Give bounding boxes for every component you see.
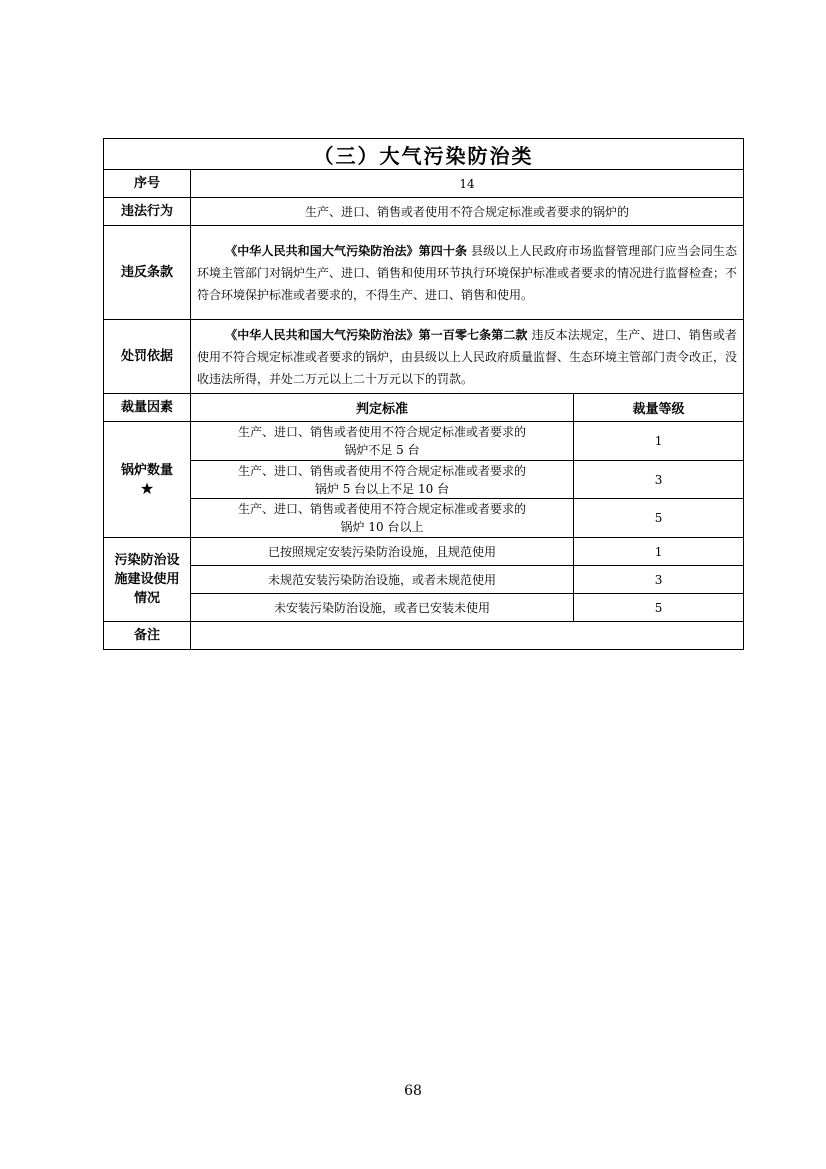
criteria-line: 锅炉 5 台以上不足 10 台 [314, 481, 450, 496]
criteria-header: 判定标准 [191, 394, 574, 422]
penalty-basis-law-ref: 《中华人民共和国大气污染防治法》第一百零七条第二款 [225, 327, 528, 342]
level-cell: 1 [574, 538, 744, 566]
factor-name-line: 污染防治设 [114, 553, 180, 568]
level-cell: 5 [574, 499, 744, 538]
criteria-line: 生产、进口、销售或者使用不符合规定标准或者要求的 [237, 502, 526, 516]
penalty-basis-content [191, 320, 744, 394]
star-icon: ★ [139, 479, 155, 498]
factor-name-line: 情况 [133, 591, 160, 606]
penalty-basis-text: 违反本法规定，生产、进口、销售或者使用不符合规定标准或者要求的锅炉，由县级以上人民政府质量监督、生态环境主管部门责令改正，没收违法所得，并处二万元以上二十万元以下的罚款。 [197, 327, 738, 386]
remarks-label: 备注 [104, 622, 191, 650]
criteria-cell [191, 499, 574, 538]
penalty-basis-label: 处罚依据 [104, 320, 191, 394]
factor-boiler-count-name: 锅炉数量 [120, 463, 173, 478]
level-cell: 5 [574, 594, 744, 622]
factor-header: 裁量因素 [104, 394, 191, 422]
violated-clause-content [191, 226, 744, 320]
violated-clause-law-ref: 《中华人民共和国大气污染防治法》第四十条 [225, 243, 468, 258]
criteria-cell: 已按照规定安装污染防治设施，且规范使用 [191, 538, 574, 566]
level-cell: 3 [574, 566, 744, 594]
criteria-line: 生产、进口、销售或者使用不符合规定标准或者要求的 [237, 425, 526, 439]
level-cell: 3 [574, 461, 744, 499]
level-header: 裁量等级 [574, 394, 744, 422]
page-number: 68 [404, 1083, 422, 1099]
criteria-line: 锅炉 10 台以上 [340, 520, 424, 534]
table-title: （三）大气污染防治类 [104, 139, 744, 170]
factor-boiler-count [104, 422, 191, 538]
criteria-cell: 未安装污染防治设施，或者已安装未使用 [191, 594, 574, 622]
criteria-cell [191, 422, 574, 461]
violated-clause-text: 县级以上人民政府市场监督管理部门应当会同生态环境主管部门对锅炉生产、进口、销售和使用环节执行环境保护标准或者要求的情况进行监督检查；不符合环境保护标准或者要求的，不得生产、进口、销售和使用。 [197, 243, 738, 302]
level-cell: 1 [574, 422, 744, 461]
serial-value: 14 [191, 170, 744, 198]
factor-pollution-facilities [104, 538, 191, 622]
violation-label: 违法行为 [104, 198, 191, 226]
criteria-line: 生产、进口、销售或者使用不符合规定标准或者要求的 [237, 463, 526, 478]
criteria-line: 锅炉不足 5 台 [344, 443, 420, 457]
serial-label: 序号 [104, 170, 191, 198]
violation-value: 生产、进口、销售或者使用不符合规定标准或者要求的锅炉的 [191, 198, 744, 226]
criteria-cell: 未规范安装污染防治设施，或者未规范使用 [191, 566, 574, 594]
criteria-cell [191, 461, 574, 499]
factor-name-line: 施建设使用 [114, 572, 180, 587]
regulation-table [103, 138, 744, 650]
violated-clause-label: 违反条款 [104, 226, 191, 320]
remarks-value [191, 622, 744, 650]
